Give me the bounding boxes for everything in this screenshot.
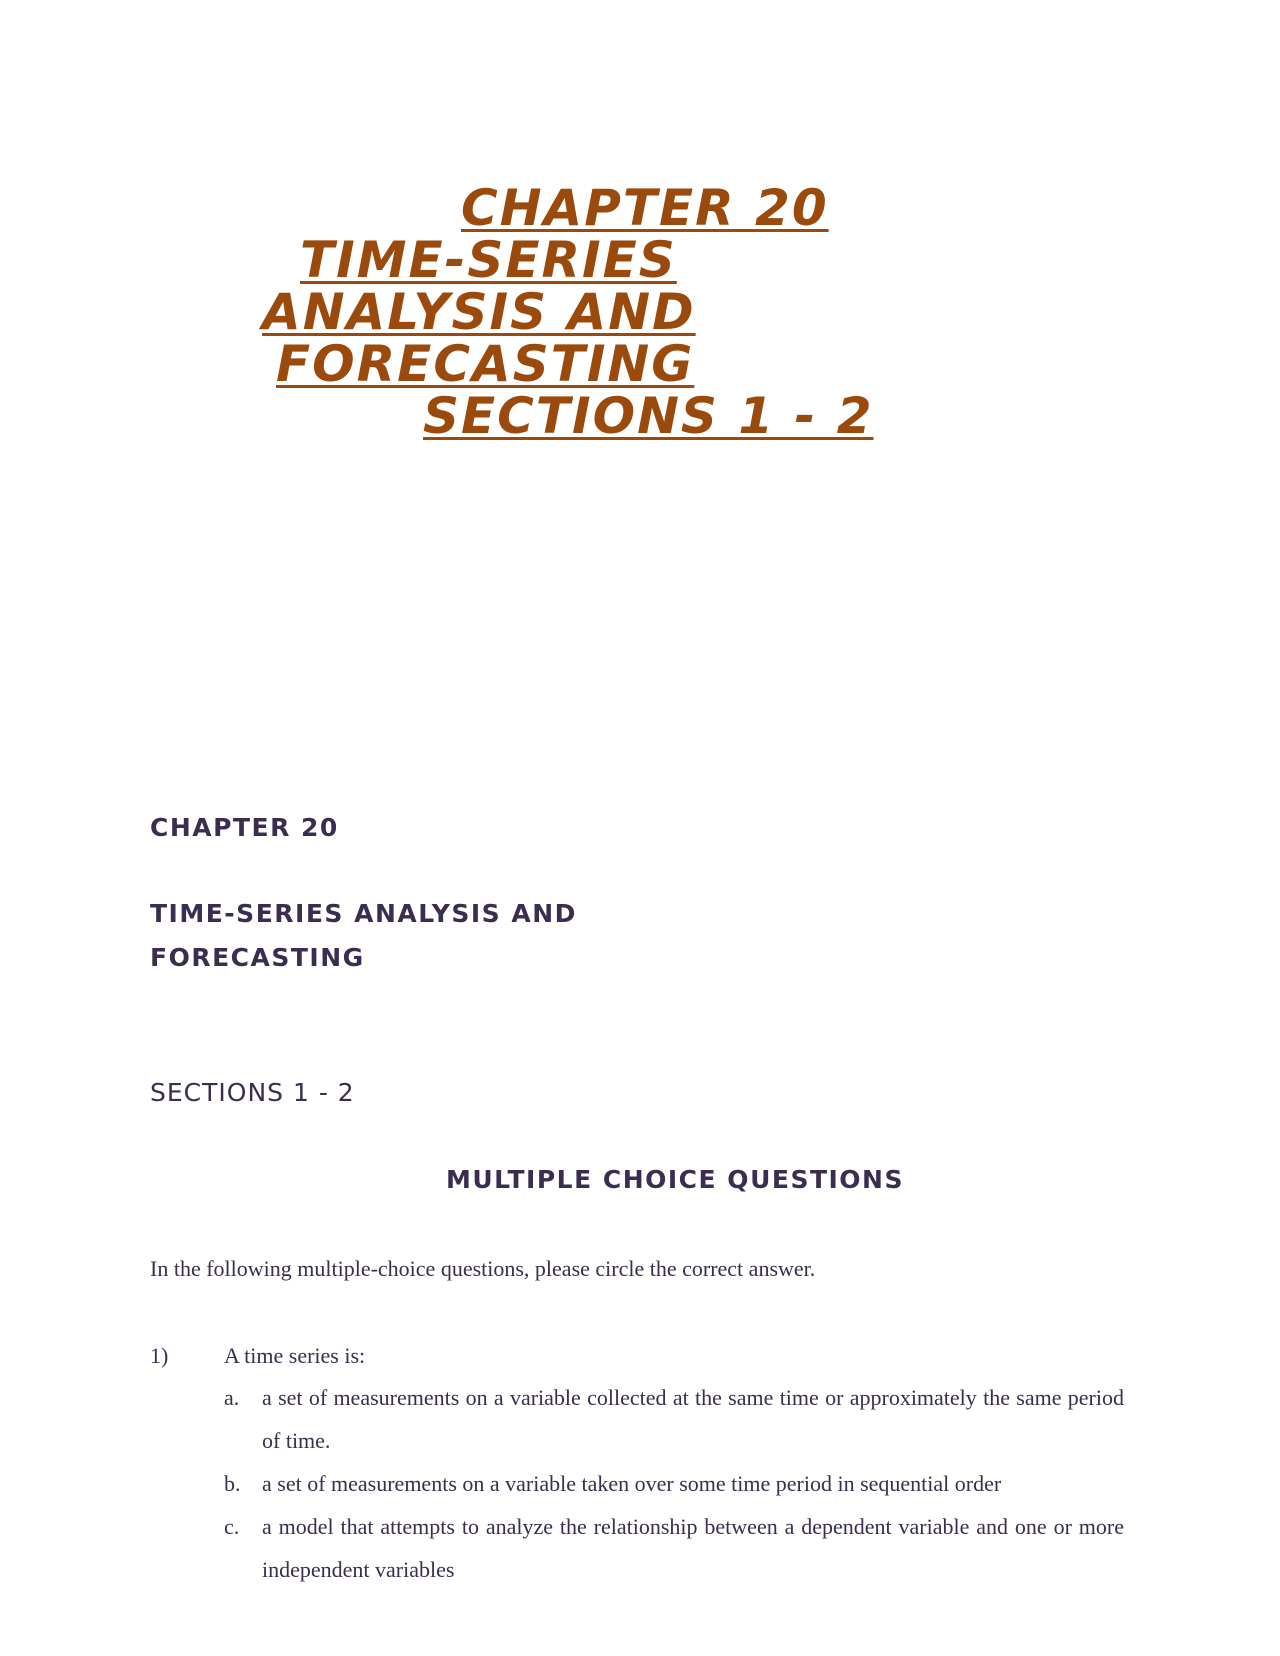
option-letter: a. (224, 1385, 240, 1410)
question-stem: A time series is: (224, 1343, 366, 1368)
topic-heading-line-2: FORECASTING (150, 943, 365, 972)
answer-option-b (224, 1462, 1124, 1505)
answer-option-c (224, 1505, 1124, 1591)
sections-heading: SECTIONS 1 - 2 (150, 1078, 355, 1107)
title-line-sections: SECTIONS 1 - 2 (423, 387, 874, 445)
answer-option-a (224, 1376, 1124, 1462)
title-line-analysis-and: ANALYSIS AND (262, 283, 696, 341)
option-text: a set of measurements on a variable collected at the same time or approximately the same period of time. (262, 1385, 1124, 1453)
title-line-forecasting: FORECASTING (276, 335, 695, 393)
option-letter: c. (224, 1514, 240, 1539)
instructions-text: In the following multiple-choice questions, please circle the correct answer. (150, 1256, 816, 1281)
option-text: a model that attempts to analyze the relationship between a dependent variable and one or more independent variables (262, 1514, 1124, 1582)
option-letter: b. (224, 1471, 241, 1496)
option-text: a set of measurements on a variable taken over some time period in sequential order (262, 1471, 1002, 1496)
topic-heading-line-1: TIME-SERIES ANALYSIS AND (150, 899, 577, 928)
title-line-time-series: TIME-SERIES (300, 231, 677, 289)
title-line-chapter: CHAPTER 20 (461, 179, 829, 237)
mcq-heading: MULTIPLE CHOICE QUESTIONS (446, 1165, 904, 1194)
chapter-heading: CHAPTER 20 (150, 813, 339, 842)
question-number: 1) (150, 1343, 169, 1368)
